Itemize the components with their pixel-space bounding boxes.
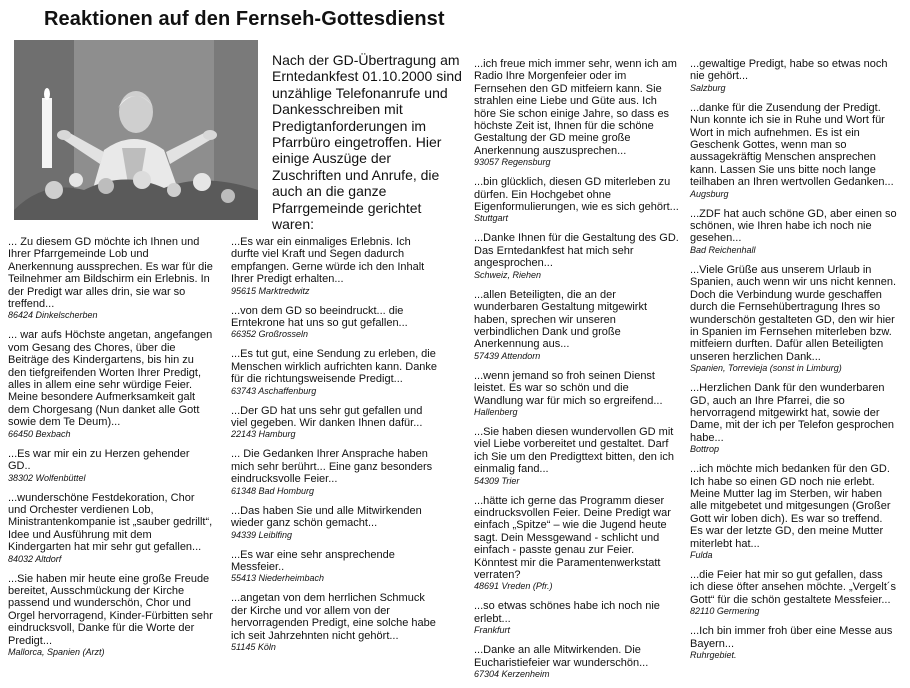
letter-entry xyxy=(474,600,679,636)
letter-origin: 55413 Niederheimbach xyxy=(231,573,325,584)
letter-text: ...Viele Grüße aus unserem Urlaub in Spanien, auch wenn wir uns nicht kennen. Doch die Verbindung wurde geschaffen durch die Fernsehübertragung Ihres so wunderschön gestalteten GD, den wir hier in Spanien im Fernsehen miterleben bzw. mitfeiern durften. Dafür allen Beteiligten unseren herzlichen Dank... xyxy=(690,263,897,363)
letter-origin: 51145 Köln xyxy=(231,641,276,652)
letter-origin: 66450 Bexbach xyxy=(8,428,71,439)
letter-text: ...Das haben Sie und alle Mitwirkenden wieder ganz schön gemacht... xyxy=(231,504,422,530)
letter-text: ...Es war mir ein zu Herzen gehender GD.. xyxy=(8,447,190,473)
letter-entry xyxy=(690,208,898,256)
letter-entry xyxy=(231,592,441,653)
letter-entry xyxy=(8,448,213,484)
letter-entry xyxy=(8,329,213,439)
letter-entry xyxy=(231,448,441,496)
letter-text: ...von dem GD so beeindruckt... die Erntekrone hat uns so gut gefallen... xyxy=(231,304,408,330)
letter-origin: Stuttgart xyxy=(474,213,509,224)
letter-origin: 48691 Vreden (Pfr.) xyxy=(474,581,553,592)
letter-origin: 67304 Kerzenheim xyxy=(474,669,550,680)
letter-entry xyxy=(231,549,441,585)
letter-text: ...Ich bin immer froh über eine Messe aus Bayern... xyxy=(690,625,893,650)
letter-text: ...Herzlichen Dank für den wunderbaren GD, auch an Ihre Pfarrei, die so hervorragend mitgewirkt hat, sowie der Dame, mit der ich per Telefon gesprochen habe... xyxy=(690,382,895,444)
letter-origin: Bottrop xyxy=(690,444,720,455)
letter-origin: 38302 Wolfenbüttel xyxy=(8,472,86,483)
letter-origin: 54309 Trier xyxy=(474,475,520,486)
letter-text: ...wunderschöne Festdekoration, Chor und Orchester verdienen Lob, Ministrantenkompanie ist „sauber gedrillt“, Idee und Ausführung mit dem Kindergarten hat mir sehr gut gefallen... xyxy=(8,491,213,554)
letter-text: ...Es war eine sehr ansprechende Messfeier.. xyxy=(231,548,395,573)
letter-origin: Hallenberg xyxy=(474,406,518,417)
letter-text: ... war aufs Höchste angetan, angefangen vom Gesang des Chores, über die Beiträge des Kindergartens, bis hin zu den tiefgreifenden Worten Ihrer Predigt, alles in allem eine sehr würdige Feier. Meine besondere Aufmerksamkeit galt dem Chorgesang (Nun danket alle Gott sowie dem Te Deum)... xyxy=(8,329,213,429)
letter-entry xyxy=(231,405,441,441)
letter-entry xyxy=(690,382,898,455)
letter-origin: 66352 Großrosseln xyxy=(231,329,309,340)
letter-origin: Ruhrgebiet. xyxy=(690,650,737,661)
letter-entry xyxy=(231,236,441,297)
column-4 xyxy=(690,58,898,669)
letter-origin: Fulda xyxy=(690,550,713,560)
letter-entry xyxy=(690,463,898,561)
letter-entry xyxy=(8,573,213,658)
letter-entry xyxy=(231,348,441,396)
letter-origin: Salzburg xyxy=(690,82,726,93)
letter-entry xyxy=(231,305,441,341)
letter-origin: Spanien, Torrevieja (sonst in Limburg) xyxy=(690,363,842,374)
letter-text: ...allen Beteiligten, die an der wunderbaren Gestaltung mitgewirkt haben, sprechen wir unseren verbindlichen Dank und große Anerkennung aus... xyxy=(474,288,648,351)
letter-text: ... Die Gedanken Ihrer Ansprache haben mich sehr berührt... Eine ganz besonders eindrucksvolle Feier... xyxy=(231,448,433,486)
column-3 xyxy=(474,58,679,688)
letter-entry xyxy=(690,264,898,374)
letter-entry xyxy=(474,232,679,280)
letter-origin: 63743 Aschaffenburg xyxy=(231,385,317,396)
letter-text: ...Es war ein einmaliges Erlebnis. Ich durfte viel Kraft und Segen dadurch empfangen. Gerne würde ich den Inhalt Ihrer Predigt erhalten... xyxy=(231,236,425,286)
letter-origin: Augsburg xyxy=(690,188,729,199)
letter-entry xyxy=(8,236,213,321)
letter-origin: 94339 Leiblfing xyxy=(231,529,293,540)
letter-text: ...Sie haben mir heute eine große Freude bereitet, Ausschmückung der Kirche passend und wunderschön, Chor und Orgel hervorragend, Kinder-Fürbitten sehr eindrucksvoll, Danke für die Worte der Predigt... xyxy=(8,572,213,647)
page-title: Reaktionen auf den Fernseh-Gottesdienst xyxy=(44,8,445,30)
priest-photo xyxy=(14,40,258,220)
letter-entry xyxy=(690,625,898,661)
letter-text: ...gewaltige Predigt, habe so etwas noch nie gehört... xyxy=(690,58,888,83)
letter-origin: 95615 Marktredwitz xyxy=(231,285,310,296)
letter-entry xyxy=(474,426,679,487)
letter-text: ...so etwas schönes habe ich noch nie erlebt... xyxy=(474,600,660,625)
letter-origin: 61348 Bad Homburg xyxy=(231,485,315,496)
letter-entry xyxy=(690,569,898,617)
letter-text: ... Zu diesem GD möchte ich Ihnen und Ihrer Pfarrgemeinde Lob und Anerkennung aussprechen. Es war für die Teilnehmer am Bildschirm ein Erlebnis. In der Predigt war alles drin, sie war so treffend... xyxy=(8,236,213,311)
letter-text: ...Danke Ihnen für die Gestaltung des GD. Das Erntedankfest hat mich sehr angesprochen... xyxy=(474,232,679,270)
letter-origin: 93057 Regensburg xyxy=(474,157,551,168)
priest-photo-icon xyxy=(14,40,258,220)
letter-entry xyxy=(474,495,679,593)
letter-origin: 22143 Hamburg xyxy=(231,429,296,440)
letter-entry xyxy=(474,370,679,418)
letter-text: ...Sie haben diesen wundervollen GD mit viel Liebe vorbereitet und gestaltet. Darf ich Sie um den Predigttext bitten, den ich einmalig fand... xyxy=(474,425,674,476)
letter-origin: Bad Reichenhall xyxy=(690,244,756,255)
letter-text: ...danke für die Zusendung der Predigt. Nun konnte ich sie in Ruhe und Wort für Wort in mich aufnehmen. Es ist ein Geschenk Gottes, wenn man so aussagekräftig Menschen ansprechen kann. Lassen Sie uns bitte noch lange teilhaben an Ihren wertvollen Gedanken... xyxy=(690,101,894,189)
column-1 xyxy=(8,236,213,666)
letter-entry xyxy=(690,58,898,94)
letter-entry xyxy=(8,492,213,565)
letter-entry xyxy=(474,644,679,680)
column-2 xyxy=(231,236,441,661)
letter-text: ...ich freue mich immer sehr, wenn ich am Radio Ihre Morgenfeier oder im Fernsehen den GD mitfeiern kann. Sie strahlen eine Liebe und Güte aus. Ich höre Sie schon einige Jahre, so dass es höchste Zeit ist, Ihnen für die schöne Gestaltung der GD meine große Anerkennung auszusprechen... xyxy=(474,58,677,157)
letter-entry xyxy=(231,505,441,541)
letter-text: ...Es tut gut, eine Sendung zu erleben, die Menschen wirklich aufrichten kann. Danke für die richtungsweisende Predigt... xyxy=(231,348,438,386)
letter-text: ...bin glücklich, diesen GD miterleben zu dürfen. Ein Hochgebet ohne Eigenformulierungen, wie es sich gehört... xyxy=(474,176,679,214)
letter-origin: Schweiz, Riehen xyxy=(474,269,542,280)
letter-origin: 57439 Attendorn xyxy=(474,350,541,361)
intro-text: Nach der GD-Übertragung am Erntedankfest 01.10.2000 sind unzählige Telefonanrufe und Dankesschreiben mit Predigtanforderungen im Pfarrbüro eingetroffen. Hier einige Auszüge der Zuschriften und Anrufe, die auch an die ganze Pfarrgemeinde gerichtet waren: xyxy=(272,52,462,233)
letter-origin: Mallorca, Spanien (Arzt) xyxy=(8,646,105,657)
letter-text: ...Der GD hat uns sehr gut gefallen und viel gegeben. Wir danken Ihnen dafür... xyxy=(231,404,423,430)
letter-origin: 84032 Altdorf xyxy=(8,553,62,564)
letter-origin: Frankfurt xyxy=(474,625,511,636)
letter-entry xyxy=(474,289,679,362)
letter-text: ...ZDF hat auch schöne GD, aber einen so schönen, wie Ihren habe ich noch nie gesehen... xyxy=(690,207,897,245)
letter-text: ...die Feier hat mir so gut gefallen, dass ich diese öfter ansehen möchte. „Vergelt´s Gott“ für die schön gestaltete Messfeier... xyxy=(690,569,897,606)
letter-text: ...Danke an alle Mitwirkenden. Die Eucharistiefeier war wunderschön... xyxy=(474,644,649,669)
letter-origin: 82110 Germering xyxy=(690,606,760,617)
letter-text: ...wenn jemand so froh seinen Dienst leistet. Es war so schön und die Wandlung war für mich so ergreifend... xyxy=(474,369,663,407)
letter-text: ...hätte ich gerne das Programm dieser eindrucksvollen Feier. Deine Predigt war einfach „Spitze“ – wie die Jugend heute sagt. Dein Messgewand - schlicht und einfach - passte genau zur Feier. Könntest mir die Paramentenwerkstatt verraten? xyxy=(474,494,671,581)
letter-text: ...ich möchte mich bedanken für den GD. Ich habe so einen GD noch nie erlebt. Meine Mutter lag im Sterben, wir haben alle mitgebetet und mitgesungen (Großer Gott wir loben dich). Es war so treffend. Es war der letzte GD, den meine Mutter miterlebt hat... xyxy=(690,463,891,550)
letter-text: ...angetan von dem herrlichen Schmuck der Kirche und vor allem von der hervorragenden Predigt, eine solche habe ich seit Jahrzehnten nicht gehört... xyxy=(231,592,436,642)
letter-origin: 86424 Dinkelscherben xyxy=(8,310,98,321)
letter-entry xyxy=(474,176,679,224)
letter-entry xyxy=(690,102,898,200)
letter-entry xyxy=(474,58,679,168)
